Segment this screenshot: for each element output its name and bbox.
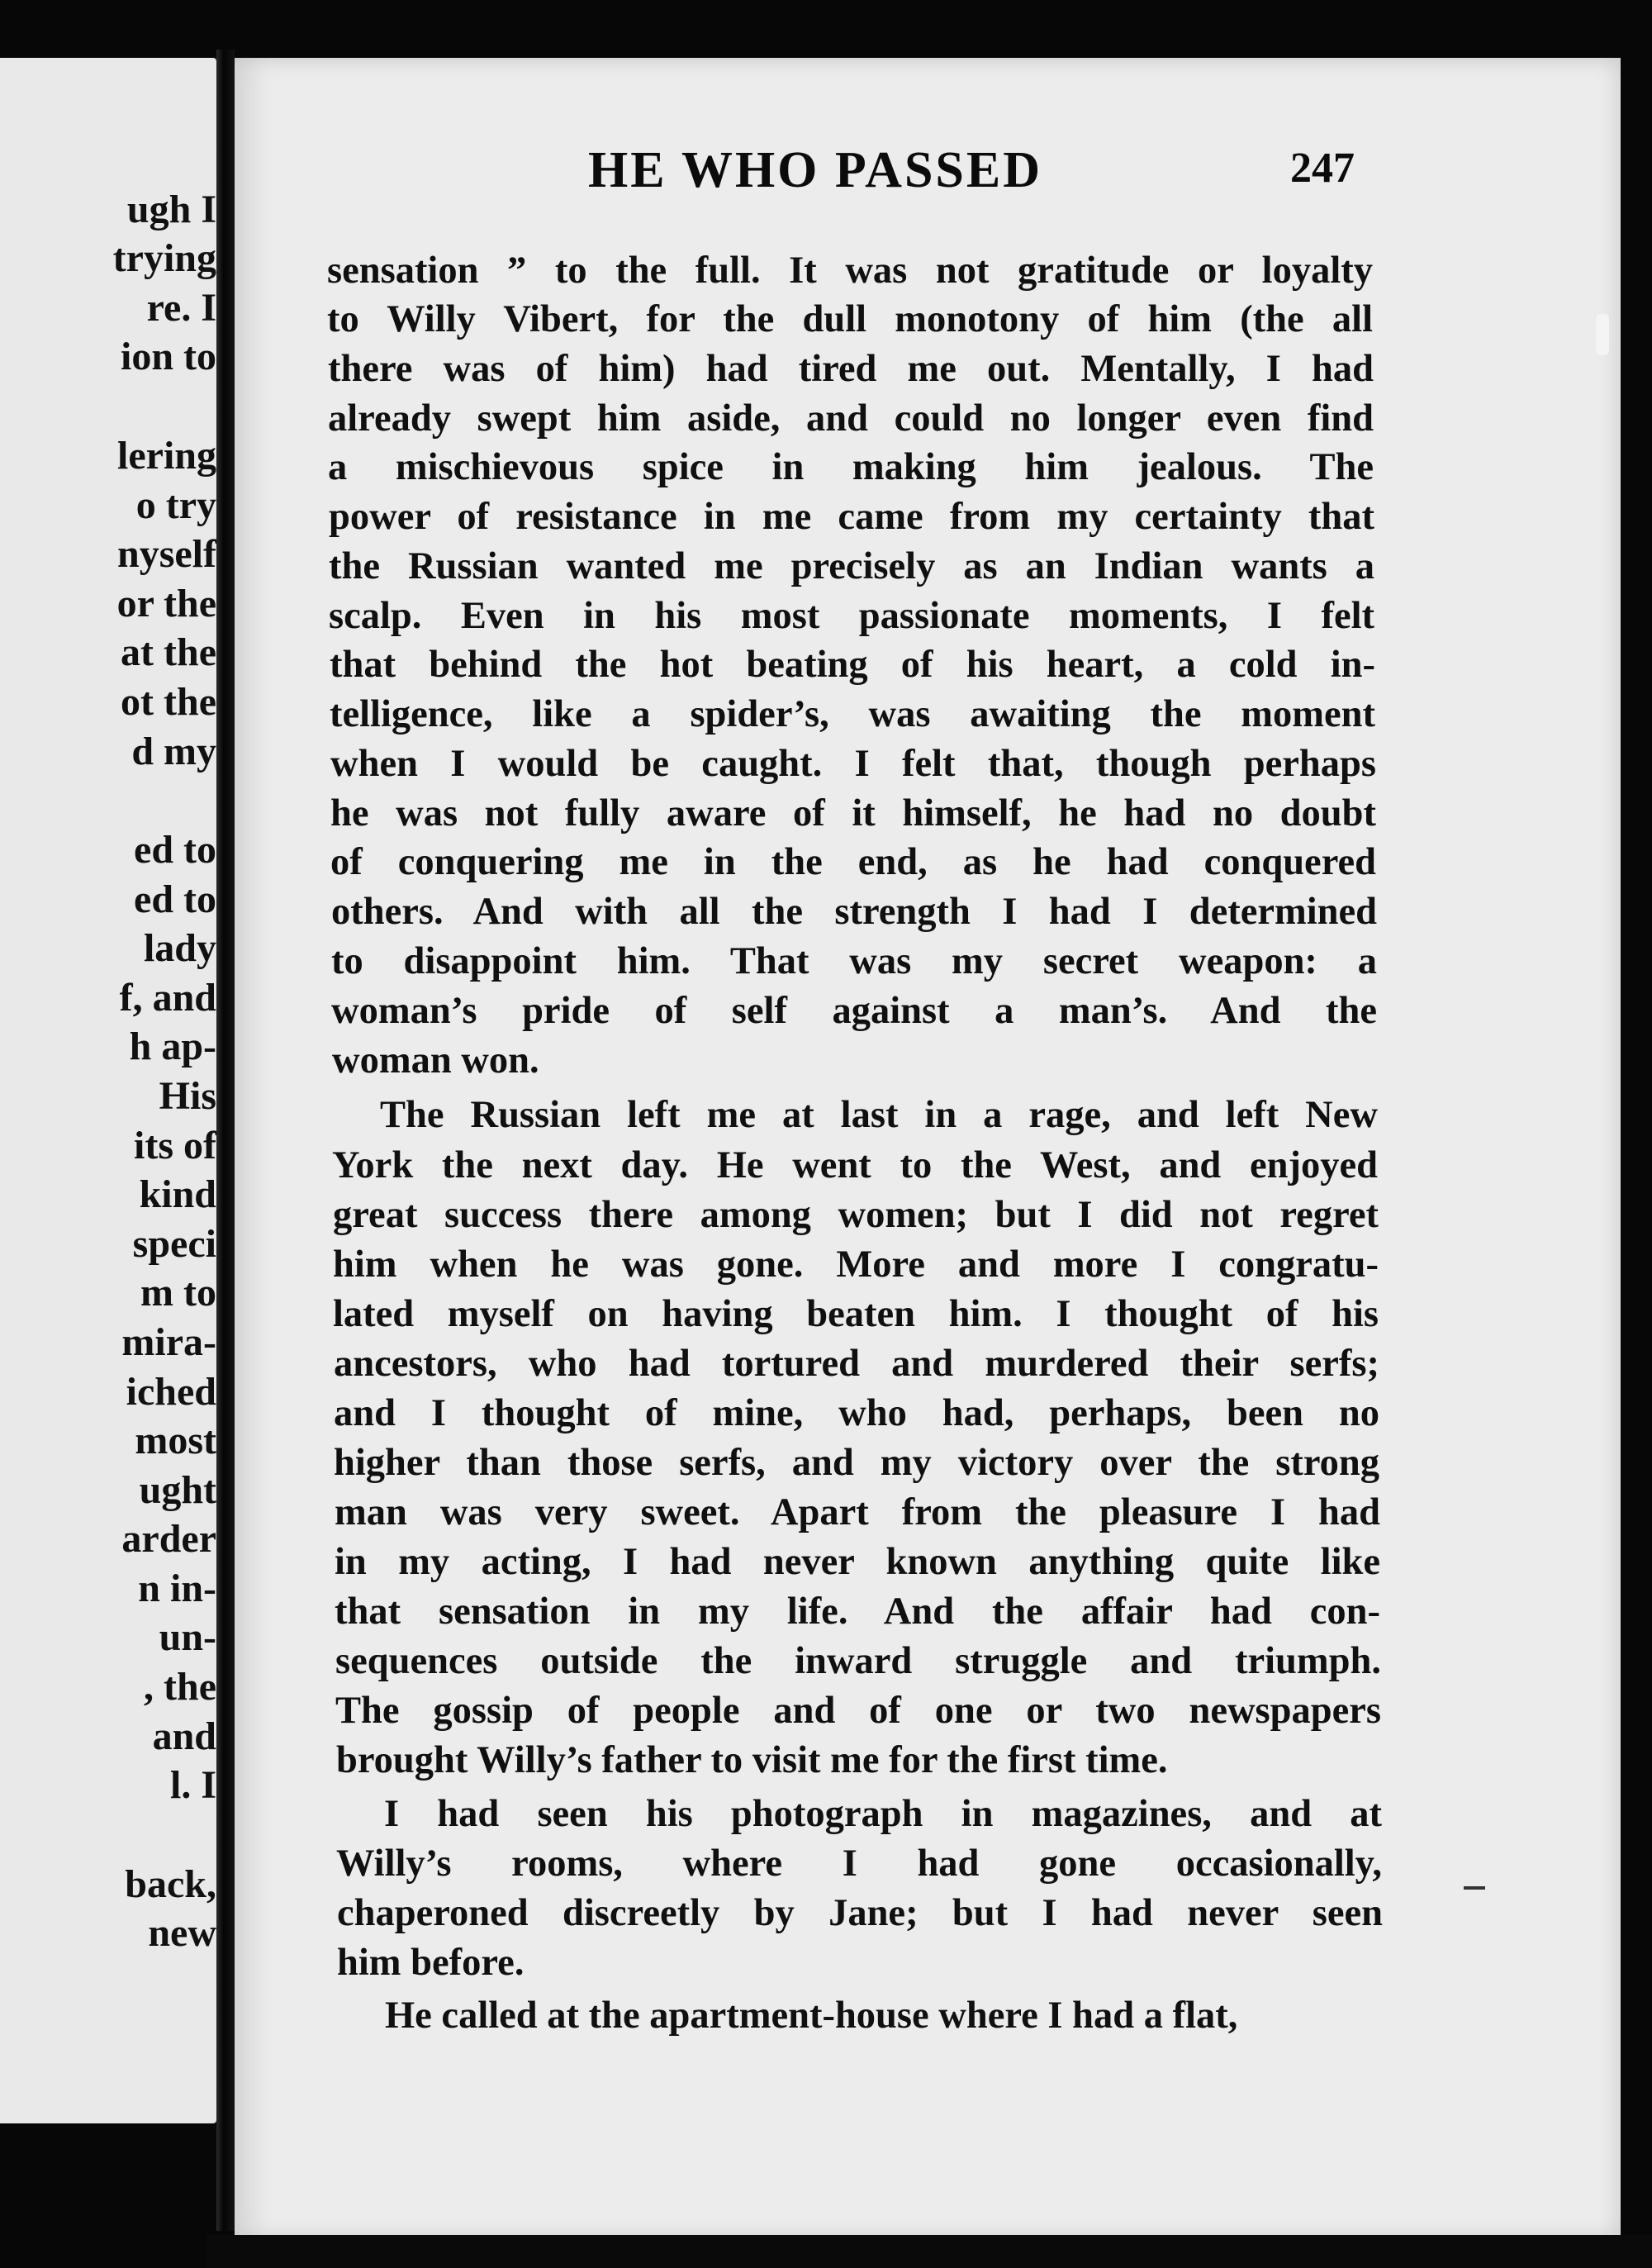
left-page-fragment: His: [159, 1074, 216, 1118]
text-line: brought Willy’s father to visit me for the first time.: [336, 1739, 1168, 1781]
text-line: woman’s pride of self against a man’s. And the: [331, 990, 1377, 1032]
left-page-fragment: new: [148, 1911, 216, 1955]
text-line: higher than those serfs, and my victory over the strong: [334, 1442, 1379, 1484]
left-page-fragment: ot the: [121, 680, 216, 724]
left-page-fragment: un-: [159, 1615, 216, 1659]
text-line: sequences outside the inward struggle and triumph.: [335, 1640, 1381, 1682]
left-page-fragment: and: [152, 1714, 216, 1758]
text-line: when I would be caught. I felt that, though perhaps: [330, 743, 1376, 785]
left-page-fragment: f, and: [119, 976, 216, 1020]
left-page-fragment: back,: [125, 1862, 216, 1906]
book-gutter: [216, 50, 235, 2231]
text-line: I had seen his photograph in magazines, and at: [384, 1793, 1382, 1835]
text-line: to Willy Vibert, for the dull monotony of him (the all: [327, 298, 1373, 340]
text-line: him before.: [337, 1942, 525, 1984]
left-page-fragment: arder: [121, 1517, 216, 1561]
text-line: The gossip of people and of one or two newspapers: [335, 1690, 1381, 1732]
left-facing-page: [0, 58, 216, 2123]
left-page-fragment: mira-: [121, 1320, 216, 1364]
text-line: great success there among women; but I did not regret: [333, 1194, 1379, 1236]
left-page-fragment: lering: [117, 434, 216, 478]
left-page-fragment: d my: [131, 730, 216, 773]
left-page-fragment: iched: [126, 1370, 216, 1414]
text-line: he was not fully aware of it himself, he had no doubt: [330, 792, 1376, 834]
left-page-fragment: re. I: [146, 286, 216, 330]
text-line: He called at the apartment-house where I had a flat,: [385, 1995, 1238, 2037]
text-line: of conquering me in the end, as he had conquered: [330, 841, 1376, 883]
text-line: a mischievous spice in making him jealous. The: [328, 446, 1374, 488]
left-page-fragment: , the: [144, 1665, 216, 1709]
text-line: York the next day. He went to the West, and enjoyed: [332, 1144, 1378, 1186]
running-title: HE WHO PASSED: [588, 142, 1043, 198]
left-page-fragment: h ap-: [129, 1025, 216, 1068]
text-line: man was very sweet. Apart from the pleasure I had: [335, 1491, 1380, 1533]
left-page-fragment: at the: [121, 630, 216, 674]
text-line: that sensation in my life. And the affair had con-: [335, 1590, 1380, 1633]
text-line: in my acting, I had never known anything quite like: [335, 1541, 1380, 1583]
text-line: chaperoned discreetly by Jane; but I had never seen: [337, 1892, 1383, 1934]
left-page-fragment: speci: [132, 1222, 216, 1266]
text-line: that behind the hot beating of his heart, a cold in-: [330, 644, 1375, 686]
left-page-fragment: most: [135, 1419, 216, 1462]
text-line: and I thought of mine, who had, perhaps, been no: [334, 1392, 1379, 1434]
left-page-fragment: n in-: [138, 1567, 216, 1610]
page-bottom-edge: [206, 2235, 1652, 2268]
text-line: him when he was gone. More and more I congratu-: [333, 1243, 1379, 1286]
left-page-fragment: its of: [134, 1124, 216, 1167]
text-line: there was of him) had tired me out. Mentally, I had: [328, 348, 1374, 390]
left-page-fragment: ught: [139, 1468, 216, 1512]
text-line: already swept him aside, and could no longer even find: [328, 397, 1374, 440]
left-page-fragment: or the: [116, 582, 216, 625]
text-line: power of resistance in me came from my certainty that: [329, 496, 1374, 538]
left-page-fragment: l. I: [169, 1763, 216, 1807]
text-line: ancestors, who had tortured and murdered their serfs;: [334, 1343, 1379, 1385]
left-page-fragment: trying: [112, 236, 216, 280]
left-page-fragment: kind: [139, 1172, 216, 1216]
left-page-fragment: nyself: [117, 532, 216, 576]
text-line: woman won.: [332, 1039, 539, 1082]
text-line: to disappoint him. That was my secret weapon: a: [331, 940, 1377, 982]
page-number: 247: [1290, 145, 1355, 192]
text-line: Willy’s rooms, where I had gone occasionally,: [336, 1842, 1382, 1885]
text-line: The Russian left me at last in a rage, and left New: [380, 1094, 1378, 1136]
left-page-fragment: o try: [135, 483, 216, 527]
text-line: lated myself on having beaten him. I thought of his: [333, 1293, 1379, 1335]
text-line: others. And with all the strength I had I determined: [331, 891, 1377, 933]
page-edge-fleck: [1596, 314, 1609, 355]
left-page-fragment: m to: [140, 1271, 216, 1315]
text-line: telligence, like a spider’s, was awaiting the moment: [330, 693, 1375, 735]
text-line: scalp. Even in his most passionate moments, I felt: [329, 595, 1374, 637]
margin-mark: [1464, 1886, 1485, 1890]
left-page-fragment: ugh I: [126, 188, 216, 231]
left-page-fragment: lady: [143, 926, 216, 970]
left-page-fragment: ion to: [120, 335, 216, 378]
text-line: sensation ” to the full. It was not gratitude or loyalty: [327, 250, 1373, 292]
left-page-fragment: ed to: [134, 828, 216, 872]
text-line: the Russian wanted me precisely as an Indian wants a: [329, 545, 1374, 587]
left-page-fragment: ed to: [134, 877, 216, 921]
